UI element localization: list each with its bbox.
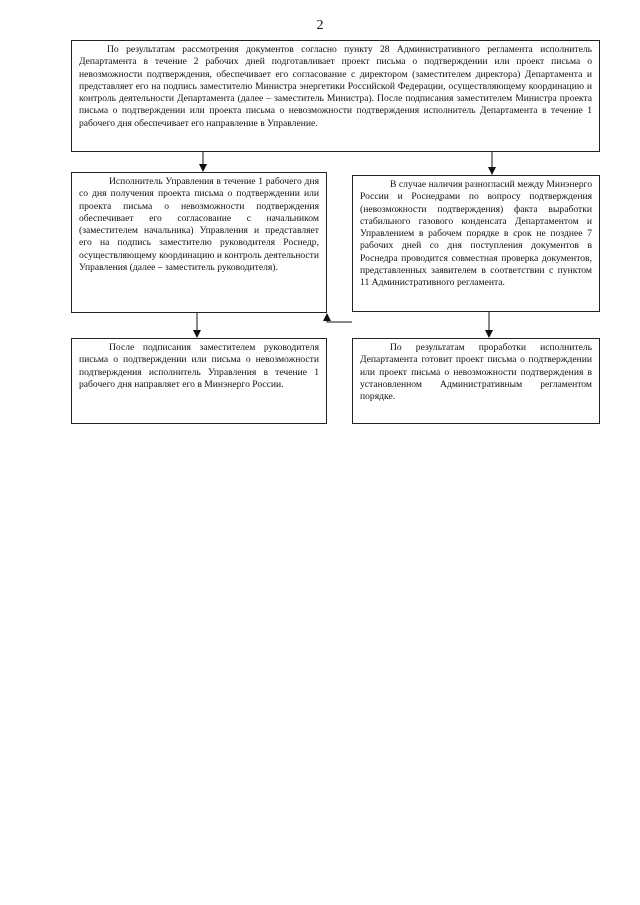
flow-box-bottom-left-text: После подписания заместителем руководителя письма о подтверждении или письма о невозможности подтверждения исполнитель Управления в течение 1 рабочего дня направляет его в Минэнерго России. — [79, 342, 319, 390]
flow-box-top-text: По результатам рассмотрения документов согласно пункту 28 Административного регламента исполнитель Департамента в течение 2 рабочих дней подготавливает проект письма о подтверждении или проект письма о невозможности подтверждения, обеспечивает его согласование с директором (заместителем директора) Департамента и представляет его на подпись заместителю Министра энергетики Российской Федерации, осуществляющему координацию и контроль деятельности Департамента (далее – заместитель Министра). После подписания заместителем Министра проекта письма о подтверждении или проекта письма о невозможности подтверждения исполнитель Департамента в течение 1 рабочего дня обеспечивает его направление в Управление. — [79, 44, 592, 129]
page-number: 2 — [316, 18, 324, 33]
flow-box-bottom-right-text: По результатам проработки исполнитель Департамента готовит проект письма о подтверждении или проект письма о невозможности подтверждения в установленном Административным регламентом порядке. — [360, 342, 592, 403]
flow-box-mid-left-text: Исполнитель Управления в течение 1 рабочего дня со дня получения проекта письма о подтверждении или проекта письма о невозможности подтверждения обеспечивает его согласование с начальником (заместителем начальника) Управления и представляет его на подпись заместителю руководителя Роснедр, осуществляющему координацию и контроль деятельности Управления (далее – заместитель руководителя). — [79, 176, 319, 273]
arrow-bottom-right-to-mid-left — [327, 314, 352, 322]
flow-box-mid-right-text: В случае наличия разногласий между Минэнерго России и Роснедрами по вопросу подтверждения (невозможности подтверждения) факта выработки стабильного газового конденсата Департаментом и Управлением в рабочем порядке в срок не позднее 7 рабочих дней со дня поступления документов в Роснедра проводится совместная проверка документов, представленных заявителем в соответствии с пунктом 11 Административного регламента. — [360, 179, 592, 289]
